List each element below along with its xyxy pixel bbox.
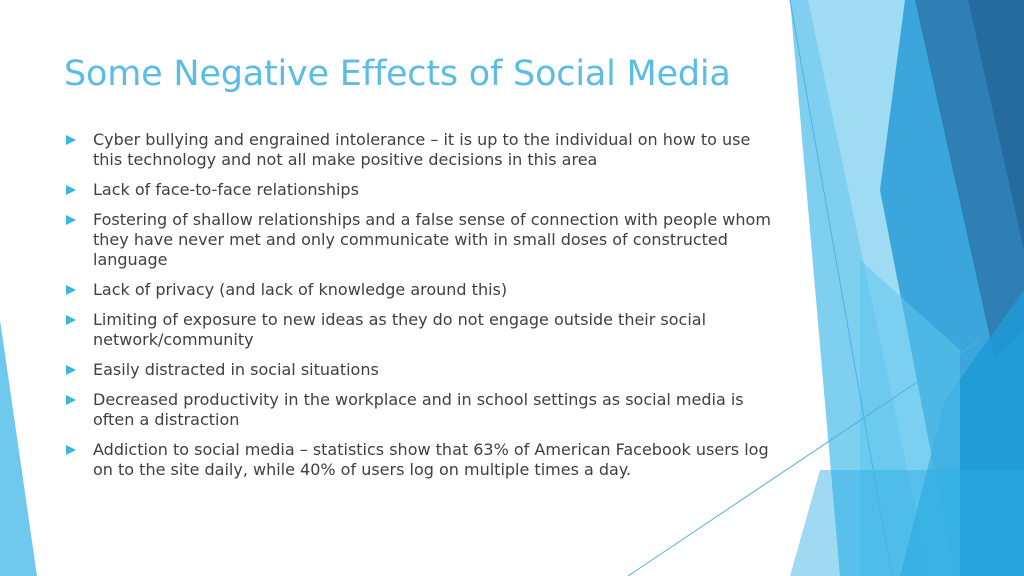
triangle-bullet-icon <box>66 365 76 375</box>
triangle-bullet-icon <box>66 285 76 295</box>
bullet-item <box>64 390 784 430</box>
deco-left-sliver <box>0 320 37 576</box>
bullet-text: Easily distracted in social situations <box>93 360 379 379</box>
bullet-item <box>64 130 784 170</box>
deco-panel <box>790 470 1024 576</box>
bullet-text: Lack of face-to-face relationships <box>93 180 359 199</box>
triangle-bullet-icon <box>66 135 76 145</box>
triangle-bullet-icon <box>66 445 76 455</box>
bullet-text: Decreased productivity in the workplace and in school settings as social media is often a distraction <box>93 390 744 429</box>
bullet-list <box>64 130 784 490</box>
bullet-item <box>64 280 784 300</box>
bullet-text: Cyber bullying and engrained intolerance – it is up to the individual on how to use this technology and not all make positive decisions in this area <box>93 130 751 169</box>
triangle-bullet-icon <box>66 185 76 195</box>
bullet-item <box>64 180 784 200</box>
triangle-bullet-icon <box>66 215 76 225</box>
bullet-text: Fostering of shallow relationships and a false sense of connection with people whom they have never met and only communicate with in small doses of constructed language <box>93 210 771 269</box>
bullet-item <box>64 310 784 350</box>
bullet-text: Limiting of exposure to new ideas as they do not engage outside their social network/community <box>93 310 707 349</box>
triangle-bullet-icon <box>66 395 76 405</box>
bullet-text: Addiction to social media – statistics show that 63% of American Facebook users log on to the site daily, while 40% of users log on multiple times a day. <box>93 440 769 479</box>
triangle-bullet-icon <box>66 315 76 325</box>
bullet-item <box>64 210 784 270</box>
bullet-item <box>64 360 784 380</box>
slide-title: Some Negative Effects of Social Media <box>64 54 731 94</box>
bullet-item <box>64 440 784 480</box>
bullet-text: Lack of privacy (and lack of knowledge around this) <box>93 280 508 299</box>
